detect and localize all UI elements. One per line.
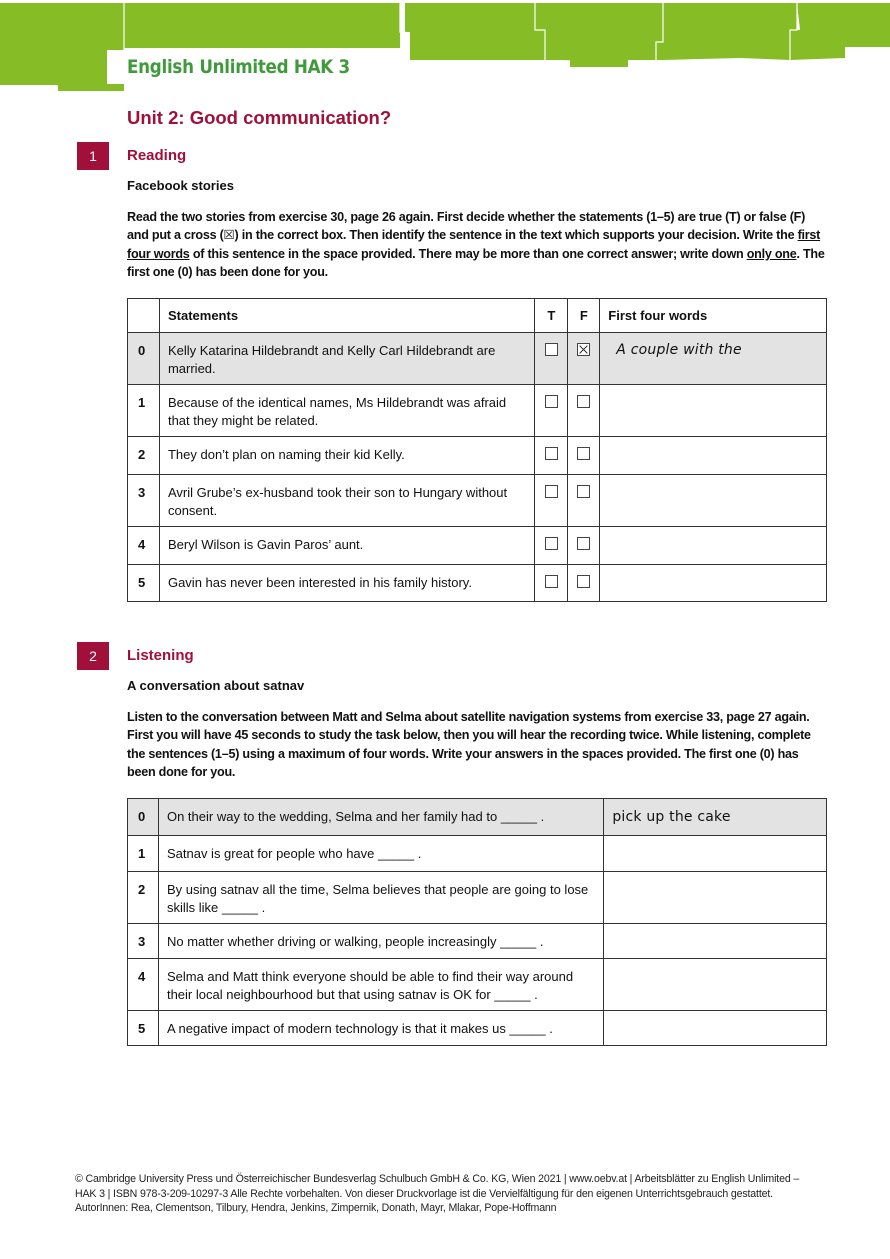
- table-row: [128, 333, 827, 385]
- row-number: 0: [138, 809, 146, 824]
- listening-table: [127, 798, 827, 1046]
- answer-field[interactable]: [600, 385, 827, 437]
- statement-text: Because of the identical names, Ms Hildebrandt was afraid that they might be related.: [167, 395, 507, 428]
- row-number: 0: [138, 343, 146, 358]
- header-banner: [0, 0, 890, 95]
- section-number-badge: 1: [77, 142, 109, 170]
- table-row: [128, 959, 827, 1011]
- instructions-text: of this sentence in the space provided. There may be more than one correct answer; write down: [189, 246, 747, 261]
- row-number: 3: [138, 485, 146, 500]
- true-checkbox[interactable]: [545, 575, 558, 588]
- banner-block: [663, 3, 797, 60]
- false-checkbox-checked[interactable]: [577, 343, 590, 356]
- copyright-text: © Cambridge University Press und Österreichischer Bundesverlag Schulbuch GmbH & Co. KG, Wien 2021 | www.oebv.at | Arbeitsblätter zu English Unlimited – HAK 3 | ISBN 978-3-209-10297-3 Alle Rechte vorbehalten. Von dieser Druckvorlage ist die Vervielfältigung für den eigenen Unterrichtsgebrauch gestattet.: [75, 1173, 800, 1200]
- statement-text: Gavin has never been interested in his family history.: [167, 575, 472, 590]
- banner-block: [535, 3, 670, 67]
- header-statements: Statements: [159, 299, 534, 333]
- table-row: [128, 565, 827, 602]
- answer-field[interactable]: [604, 924, 827, 959]
- table-row: [128, 1011, 827, 1046]
- table-row: [128, 872, 827, 924]
- true-checkbox[interactable]: [545, 537, 558, 550]
- row-number: 4: [138, 537, 146, 552]
- row-number: 1: [138, 395, 146, 410]
- page-footer: [75, 1172, 815, 1216]
- header-false: F: [568, 299, 600, 333]
- instructions-text: . The first one (0) has been done for you.: [127, 246, 825, 280]
- row-number: 5: [138, 1021, 146, 1036]
- table-row: [128, 799, 827, 836]
- statement-text: They don’t plan on naming their kid Kelly.: [167, 447, 405, 462]
- instructions-text: First decide whether the statements (1–5) are true (T) or false (F) and put a cross (☒) in the correct box. Then identify the sentence in the text which supports your decision. Write the: [127, 210, 806, 243]
- instructions-emphasis: first four words: [127, 228, 821, 261]
- unit-title: Unit 2: Good communication?: [127, 107, 392, 128]
- row-number: 1: [138, 846, 146, 861]
- banner-block: [0, 3, 124, 91]
- answer-field[interactable]: [604, 1011, 827, 1046]
- row-number: 4: [138, 969, 146, 984]
- table-row: [128, 924, 827, 959]
- section-title: Reading: [127, 147, 187, 164]
- sentence-text: On their way to the wedding, Selma and her family had to _____ .: [166, 809, 545, 824]
- statement-text: Beryl Wilson is Gavin Paros’ aunt.: [167, 537, 364, 552]
- answer-field[interactable]: [600, 437, 827, 475]
- statement-text: Kelly Katarina Hildebrandt and Kelly Carl Hildebrandt are married.: [167, 343, 496, 376]
- header-first-four-words: First four words: [600, 299, 827, 333]
- false-checkbox[interactable]: [577, 485, 590, 498]
- sentence-text: A negative impact of modern technology is that it makes us _____ .: [166, 1021, 553, 1036]
- answer-field[interactable]: [604, 872, 827, 924]
- table-row: [128, 385, 827, 437]
- false-checkbox[interactable]: [577, 395, 590, 408]
- answer-field[interactable]: [600, 527, 827, 565]
- row-number: 5: [138, 575, 146, 590]
- answer-field[interactable]: pick up the cake: [612, 809, 731, 825]
- banner-block: [124, 3, 400, 48]
- table-row: [128, 475, 827, 527]
- true-checkbox[interactable]: [545, 343, 558, 356]
- section-instructions: [127, 708, 827, 782]
- brand-title: English Unlimited HAK 3: [127, 56, 350, 78]
- true-checkbox[interactable]: [545, 485, 558, 498]
- table-header-row: [128, 299, 827, 333]
- answer-field[interactable]: [600, 475, 827, 527]
- header-num: [128, 299, 160, 333]
- false-checkbox[interactable]: [577, 575, 590, 588]
- section-subtitle: A conversation about satnav: [127, 678, 305, 693]
- answer-field[interactable]: [600, 565, 827, 602]
- sentence-text: No matter whether driving or walking, people increasingly _____ .: [166, 934, 544, 949]
- banner-block: [790, 3, 890, 60]
- header-true: T: [535, 299, 568, 333]
- instructions-emphasis: only one: [746, 246, 797, 261]
- true-checkbox[interactable]: [545, 447, 558, 460]
- answer-field[interactable]: [604, 959, 827, 1011]
- answer-field[interactable]: A couple with the: [616, 342, 742, 358]
- instructions-text: Listen to the conversation between Matt and Selma about satellite navigation systems from exercise 33, page 27: [127, 710, 772, 724]
- section-title: Listening: [127, 647, 194, 664]
- false-checkbox[interactable]: [577, 447, 590, 460]
- table-row: [128, 437, 827, 475]
- answer-field[interactable]: [604, 836, 827, 872]
- row-number: 2: [138, 447, 146, 462]
- section-subtitle: Facebook stories: [127, 178, 234, 193]
- sentence-text: Satnav is great for people who have _____ .: [166, 846, 422, 861]
- reading-table: [127, 298, 827, 602]
- instructions-text: again. First you will have 45 seconds to study the task below, then you will hear the recording twice. While listening, complete the sentences (1–5) using a maximum of four words. Write your answers in the spaces provided. The first one (0) has been done for you.: [127, 710, 811, 780]
- sentence-text: Selma and Matt think everyone should be able to find their way around their local neighbourhood but that using satnav is OK for _____ .: [166, 969, 574, 1002]
- statement-text: Avril Grube’s ex-husband took their son to Hungary without consent.: [167, 485, 508, 518]
- table-row: [128, 527, 827, 565]
- section-number-badge: 2: [77, 642, 109, 670]
- instructions-lead: Read the two stories from exercise 30, page 26 again.: [127, 210, 434, 224]
- table-row: [128, 836, 827, 872]
- false-checkbox[interactable]: [577, 537, 590, 550]
- row-number: 3: [138, 934, 146, 949]
- true-checkbox[interactable]: [545, 395, 558, 408]
- authors-text: AutorInnen: Rea, Clementson, Tilbury, Hendra, Jenkins, Zimpernik, Donath, Mayr, Mlakar, Pope-Hoffmann: [75, 1202, 557, 1215]
- row-number: 2: [138, 882, 146, 897]
- sentence-text: By using satnav all the time, Selma believes that people are going to lose skills like _____ .: [166, 882, 589, 915]
- section-instructions: [127, 208, 827, 282]
